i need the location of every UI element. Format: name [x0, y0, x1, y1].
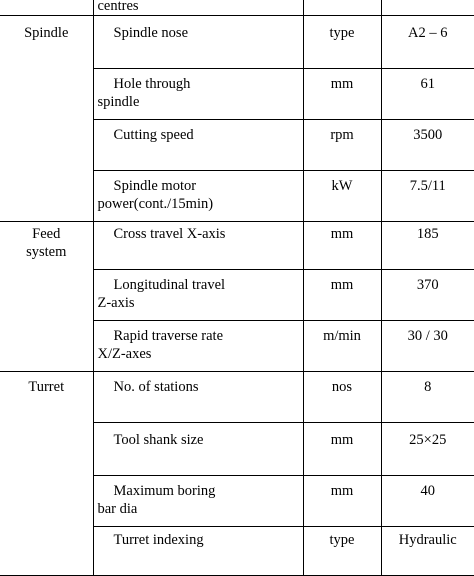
unit-text: kW — [331, 178, 353, 194]
parameter-cell — [93, 476, 303, 527]
value-text: 40 — [420, 483, 435, 499]
unit-cell — [303, 527, 381, 576]
unit-cell — [303, 321, 381, 372]
unit-text: nos — [331, 379, 353, 395]
value-cell — [381, 270, 474, 321]
value-cell — [381, 423, 474, 476]
unit-text: mm — [330, 432, 354, 448]
parameter-cell — [93, 321, 303, 372]
parameter-text: Rapid traverse rate — [113, 328, 224, 344]
parameter-text: Longitudinal travel — [113, 277, 226, 293]
category-cell — [0, 0, 93, 16]
value-text: 25×25 — [409, 432, 447, 448]
parameter-text: centres — [97, 0, 139, 14]
unit-text: mm — [330, 226, 354, 242]
unit-cell — [303, 171, 381, 222]
unit-cell — [303, 120, 381, 171]
value-cell — [381, 222, 474, 270]
table-row — [0, 0, 474, 16]
parameter-cell — [93, 423, 303, 476]
value-cell — [381, 171, 474, 222]
parameter-text: Maximum boring — [113, 483, 216, 499]
parameter-text: Tool shank size — [113, 432, 204, 448]
value-text: 61 — [420, 76, 435, 92]
unit-text: mm — [330, 76, 354, 92]
category-label: Spindle — [24, 25, 69, 41]
value-text: 7.5/11 — [409, 178, 446, 194]
table-row — [0, 222, 474, 270]
parameter-text: Spindle nose — [113, 25, 189, 41]
value-cell — [381, 372, 474, 423]
category-label-continued: system — [26, 244, 67, 260]
parameter-cell — [93, 0, 303, 16]
parameter-text-continued: bar dia — [97, 501, 138, 517]
parameter-text: Spindle motor — [113, 178, 197, 194]
value-text: 370 — [416, 277, 439, 293]
parameter-cell — [93, 120, 303, 171]
table-row — [0, 16, 474, 69]
unit-text: type — [329, 532, 355, 548]
unit-text: mm — [330, 483, 354, 499]
value-text: A2 – 6 — [408, 25, 448, 41]
unit-text: mm — [330, 277, 354, 293]
parameter-text-continued: power(cont./15min) — [97, 196, 214, 212]
table-row — [0, 372, 474, 423]
value-cell — [381, 527, 474, 576]
unit-cell — [303, 270, 381, 321]
unit-cell — [303, 16, 381, 69]
parameter-cell — [93, 16, 303, 69]
parameter-cell — [93, 69, 303, 120]
value-cell — [381, 0, 474, 16]
parameter-text: Turret indexing — [113, 532, 204, 548]
value-text: Hydraulic — [398, 532, 457, 548]
parameter-cell — [93, 171, 303, 222]
value-cell — [381, 476, 474, 527]
unit-cell — [303, 476, 381, 527]
parameter-text-continued: Z-axis — [97, 295, 135, 311]
parameter-text: Cross travel X-axis — [113, 226, 226, 242]
parameter-text: Hole through — [113, 76, 191, 92]
value-text: 8 — [424, 379, 432, 395]
parameter-cell — [93, 270, 303, 321]
parameter-text-continued: X/Z-axes — [97, 346, 152, 362]
category-cell-feed-system — [0, 222, 93, 372]
value-cell — [381, 16, 474, 69]
value-cell — [381, 120, 474, 171]
unit-cell — [303, 372, 381, 423]
unit-cell — [303, 69, 381, 120]
parameter-text-continued: spindle — [97, 94, 140, 110]
parameter-cell — [93, 222, 303, 270]
unit-cell — [303, 222, 381, 270]
unit-text: m/min — [323, 328, 361, 344]
parameter-text: Cutting speed — [113, 127, 194, 143]
unit-text: type — [329, 25, 355, 41]
value-text: 30 / 30 — [407, 328, 448, 344]
value-text: 185 — [416, 226, 439, 242]
parameter-cell — [93, 527, 303, 576]
category-label: Feed — [32, 226, 61, 242]
unit-cell — [303, 423, 381, 476]
category-cell-spindle — [0, 16, 93, 222]
category-label: Turret — [28, 379, 65, 395]
unit-cell — [303, 0, 381, 16]
value-text: 3500 — [413, 127, 443, 143]
unit-text: rpm — [330, 127, 354, 143]
value-cell — [381, 321, 474, 372]
parameter-cell — [93, 372, 303, 423]
parameter-text: No. of stations — [113, 379, 199, 395]
value-cell — [381, 69, 474, 120]
